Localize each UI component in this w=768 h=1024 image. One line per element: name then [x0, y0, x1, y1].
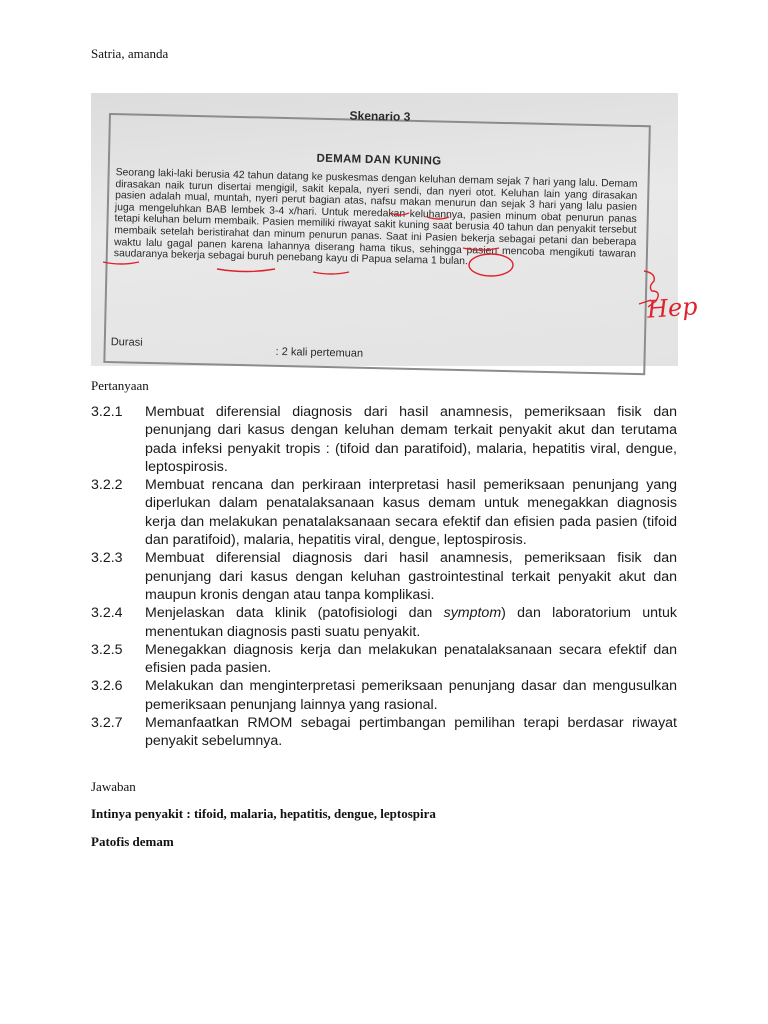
core-disease-summary: Intinya penyakit : tifoid, malaria, hepatitis, dengue, leptospira — [91, 806, 436, 821]
question-text — [145, 604, 677, 641]
answer-label: Jawaban — [91, 779, 136, 794]
underline-membaik — [103, 262, 139, 264]
questions-label: Pertanyaan — [91, 378, 149, 393]
question-item — [91, 604, 677, 641]
scenario-text: Seorang laki-laki berusia 42 tahun datang ke puskesmas dengan keluhan demam sejak 7 hari yang lalu. Demam dirasakan naik turun disertai mengigil, sakit kepala, nyeri sendi, dan nyeri otot. Keluhan lain yang dirasakan pasien adalah mual, muntah, nyeri perut bagian atas, nafsu makan menurun dan sejak 3 hari yang lalu pasien juga mengeluhkan BAB lembek 3-4 x/hari. Untuk meredakan keluhannya, pasien minum obat penurun panas tetapi keluhan belum membaik. Pasien memiliki riwayat sakit kuning saat berusia 40 tahun dan penyakit tersebut membaik setelah beristirahat dan minum penurun panas. Saat ini Pasien bekerja sebagai petani dan beberapa waktu lalu gagal panen karena lahannya diserang hama tikus, sehingga pasien mencoba mengikuti tawaran saudaranya bekerja sebagai buruh penebang kayu di Papua selama 1 bulan. — [113, 167, 638, 268]
question-text: Melakukan dan menginterpretasi pemeriksaan penunjang dasar dan mengusulkan pemeriksaan penunjang lainnya yang rasional. — [145, 678, 677, 713]
question-number: 3.2.7 — [91, 715, 123, 732]
pathophysiology-heading: Patofis demam — [91, 834, 174, 849]
underline-mual — [391, 213, 409, 215]
duration-label: Durasi — [110, 336, 143, 349]
question-text: Membuat rencana dan perkiraan interpretasi hasil pemeriksaan penunjang yang diperlukan dalam penatalaksanaan kasus demam untuk menegakkan diagnosis kerja dan melakukan penatalaksanaan secara efektif dan efisien pada pasien (tifoid dan paratifoid), malaria, hepatitis viral, dengue, leptospirosis. — [145, 477, 677, 549]
author-name: Satria, amanda — [91, 46, 169, 61]
question-list — [91, 403, 677, 751]
underline-panas — [463, 248, 499, 250]
question-item — [91, 403, 677, 476]
question-item — [91, 476, 677, 549]
question-text-part: ) dan laboratorium untuk menentukan diagnosis pasti suatu penyakit. — [145, 605, 677, 640]
underline-beristirahat — [217, 269, 275, 272]
question-item — [91, 641, 677, 678]
margin-note-hep: Hep — [646, 292, 699, 324]
scenario-heading: Skenario 3 — [349, 108, 411, 124]
question-text: Membuat diferensial diagnosis dari hasil anamnesis, pemeriksaan fisik dan penunjang dari kasus dengan keluhan demam terkait penyakit akut dan terutama pada infeksi penyakit tropis : (tifoid dan paratifoid), malaria, hepatitis viral, dengue, leptospirosis. — [145, 404, 677, 475]
question-number: 3.2.6 — [91, 678, 123, 695]
duration-value: : 2 kali pertemuan — [275, 345, 364, 360]
question-text: Memanfaatkan RMOM sebagai pertimbangan pemilihan terapi berdasar riwayat penyakit sebelumnya. — [145, 715, 677, 750]
question-number: 3.2.1 — [91, 404, 123, 420]
scenario-title: DEMAM DAN KUNING — [316, 152, 442, 168]
question-number: 3.2.4 — [91, 605, 123, 622]
question-text-part: Menjelaskan data klinik (patofisiologi dan — [145, 605, 444, 622]
question-number: 3.2.3 — [91, 550, 123, 567]
underline-muntah — [427, 217, 449, 219]
question-item — [91, 677, 677, 714]
question-text: Membuat diferensial diagnosis dari hasil anamnesis, pemeriksaan fisik dan penunjang dari kasus dengan keluhan gastrointestinal terkait penyakit akut dan maupun kronis dengan atau tanpa komplikasi. — [145, 550, 677, 603]
question-item — [91, 714, 677, 751]
question-text: Menegakkan diagnosis kerja dan melakukan penatalaksanaan secara efektif dan efisien pada pasien. — [145, 641, 677, 677]
question-text-italic: symptom — [443, 605, 502, 622]
question-item — [91, 549, 677, 604]
circle-40-tahun — [469, 254, 513, 276]
underline-minum — [313, 272, 349, 274]
question-number: 3.2.5 — [91, 641, 123, 658]
question-number: 3.2.2 — [91, 477, 123, 494]
handwritten-annotations — [91, 93, 678, 366]
scenario-photo — [91, 93, 699, 366]
